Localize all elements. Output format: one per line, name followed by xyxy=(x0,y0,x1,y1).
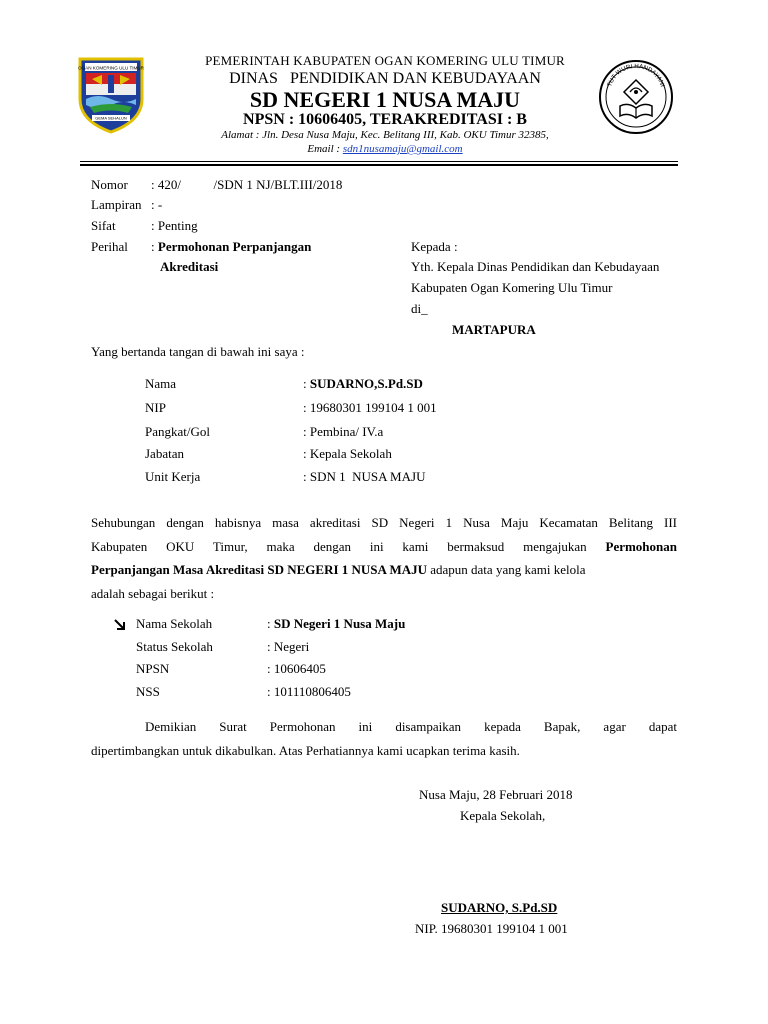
school-npsn-accreditation: NPSN : 10606405, TERAKREDITASI : B xyxy=(243,111,527,128)
perihal-subject-line2: Akreditasi xyxy=(160,259,219,274)
signer-label: Nama xyxy=(145,376,177,391)
school-email-line xyxy=(150,143,620,155)
signer-label: Unit Kerja xyxy=(145,469,201,484)
signer-value-text: SUDARNO,S.Pd.SD xyxy=(309,376,423,391)
intro-text: Yang bertanda tangan di bawah ini saya : xyxy=(91,344,305,359)
signer-value: : SDN 1 NUSA MAJU xyxy=(303,469,426,484)
signer-value-text: 19680301 199104 1 001 xyxy=(309,400,437,415)
body-line xyxy=(91,558,677,582)
perihal-label: Perihal xyxy=(91,239,128,254)
school-data-value-text: Negeri xyxy=(273,639,310,654)
lampiran-label: Lampiran xyxy=(91,197,142,212)
body-line: adalah sebagai berikut : xyxy=(91,585,215,601)
signer-label: Jabatan xyxy=(145,446,184,461)
school-data-label: NPSN xyxy=(136,661,170,676)
sifat-value: : Penting xyxy=(151,218,198,233)
recipient-di: di_ xyxy=(411,301,428,316)
nomor-label: Nomor xyxy=(91,177,128,192)
body-paragraph xyxy=(91,511,677,605)
school-data-value: : SD Negeri 1 Nusa Maju xyxy=(267,616,406,631)
arrow-bullet-icon xyxy=(114,619,128,631)
body-text: Kabupaten OKU Timur, maka dengan ini kami bermaksud mengajukan xyxy=(91,538,606,554)
signer-value: : Kepala Sekolah xyxy=(303,446,392,461)
email-link[interactable]: sdn1nusamaju@gmail.com xyxy=(342,143,463,155)
sifat-label: Sifat xyxy=(91,218,116,233)
emblem-motto-text: GEMA SEHALUN xyxy=(95,115,127,121)
school-data-value: : 101110806405 xyxy=(267,684,351,699)
body-text: adapun data yang kami kelola xyxy=(427,562,586,577)
perihal-colon: : xyxy=(151,239,158,254)
school-data-value: : Negeri xyxy=(267,639,310,654)
letterhead-rule-thin xyxy=(80,161,678,162)
closing-line: dipertimbangkan untuk dikabulkan. Atas Perhatiannya kami ucapkan terima kasih. xyxy=(91,742,520,758)
signer-label: NIP xyxy=(145,400,166,415)
closing-paragraph xyxy=(91,715,677,762)
school-data-value-text: SD Negeri 1 Nusa Maju xyxy=(273,616,406,631)
signer-label: Pangkat/Gol xyxy=(145,424,210,439)
school-data-value-text: 101110806405 xyxy=(273,684,351,699)
signer-name: SUDARNO, S.Pd.SD xyxy=(441,900,558,915)
email-label: Email : xyxy=(307,143,343,155)
logo-motto-text: TUT WURI HANDAYANI xyxy=(606,62,666,88)
emblem-top-text: OGAN KOMERING ULU TIMUR xyxy=(77,65,145,71)
signer-value: : Pembina/ IV.a xyxy=(303,424,384,439)
school-data-label: Nama Sekolah xyxy=(136,616,213,631)
department-name: DINAS PENDIDIKAN DAN KEBUDAYAAN xyxy=(229,70,541,87)
school-data-label: NSS xyxy=(136,684,160,699)
body-line: Sehubungan dengan habisnya masa akreditasi SD Negeri 1 Nusa Maju Kecamatan Belitang III xyxy=(91,515,677,530)
recipient-city: MARTAPURA xyxy=(452,322,536,337)
oku-timur-emblem xyxy=(76,55,146,135)
school-address: Alamat : Jln. Desa Nusa Maju, Kec. Belitang III, Kab. OKU Timur 32385, xyxy=(221,129,549,141)
recipient-line2: Kabupaten Ogan Komering Ulu Timur xyxy=(411,280,613,295)
nomor-value: : 420/ /SDN 1 NJ/BLT.III/2018 xyxy=(151,177,343,192)
school-name: SD NEGERI 1 NUSA MAJU xyxy=(249,87,521,112)
government-name: PEMERINTAH KABUPATEN OGAN KOMERING ULU TIMUR xyxy=(205,53,565,68)
body-emphasis: Permohonan xyxy=(605,538,677,554)
recipient-kepada: Kepada : xyxy=(411,239,458,254)
school-data-label: Status Sekolah xyxy=(136,639,213,654)
signer-value: : 19680301 199104 1 001 xyxy=(303,400,437,415)
perihal-subject-line1: Permohonan Perpanjangan xyxy=(157,239,312,254)
lampiran-value: : - xyxy=(151,197,163,212)
school-data-value-text: 10606405 xyxy=(273,661,326,676)
school-data-value: : 10606405 xyxy=(267,661,326,676)
signer-position: Kepala Sekolah, xyxy=(460,808,546,823)
perihal-value xyxy=(151,239,311,255)
letterhead-rule-thick xyxy=(80,164,678,166)
closing-line: Demikian Surat Permohonan ini disampaikan kepada Bapak, agar dapat xyxy=(145,719,677,734)
body-line xyxy=(91,535,677,559)
signer-value-text: SDN 1 NUSA MAJU xyxy=(309,469,426,484)
recipient-line1: Yth. Kepala Dinas Pendidikan dan Kebudayaan xyxy=(411,259,660,274)
signer-value-text: Kepala Sekolah xyxy=(309,446,392,461)
signer-value-text: Pembina/ IV.a xyxy=(309,424,384,439)
body-emphasis: Perpanjangan Masa Akreditasi SD NEGERI 1 NUSA MAJU xyxy=(91,562,427,577)
place-date: Nusa Maju, 28 Februari 2018 xyxy=(419,787,573,802)
signer-value: : SUDARNO,S.Pd.SD xyxy=(303,376,423,391)
signer-nip: NIP. 19680301 199104 1 001 xyxy=(415,921,568,936)
